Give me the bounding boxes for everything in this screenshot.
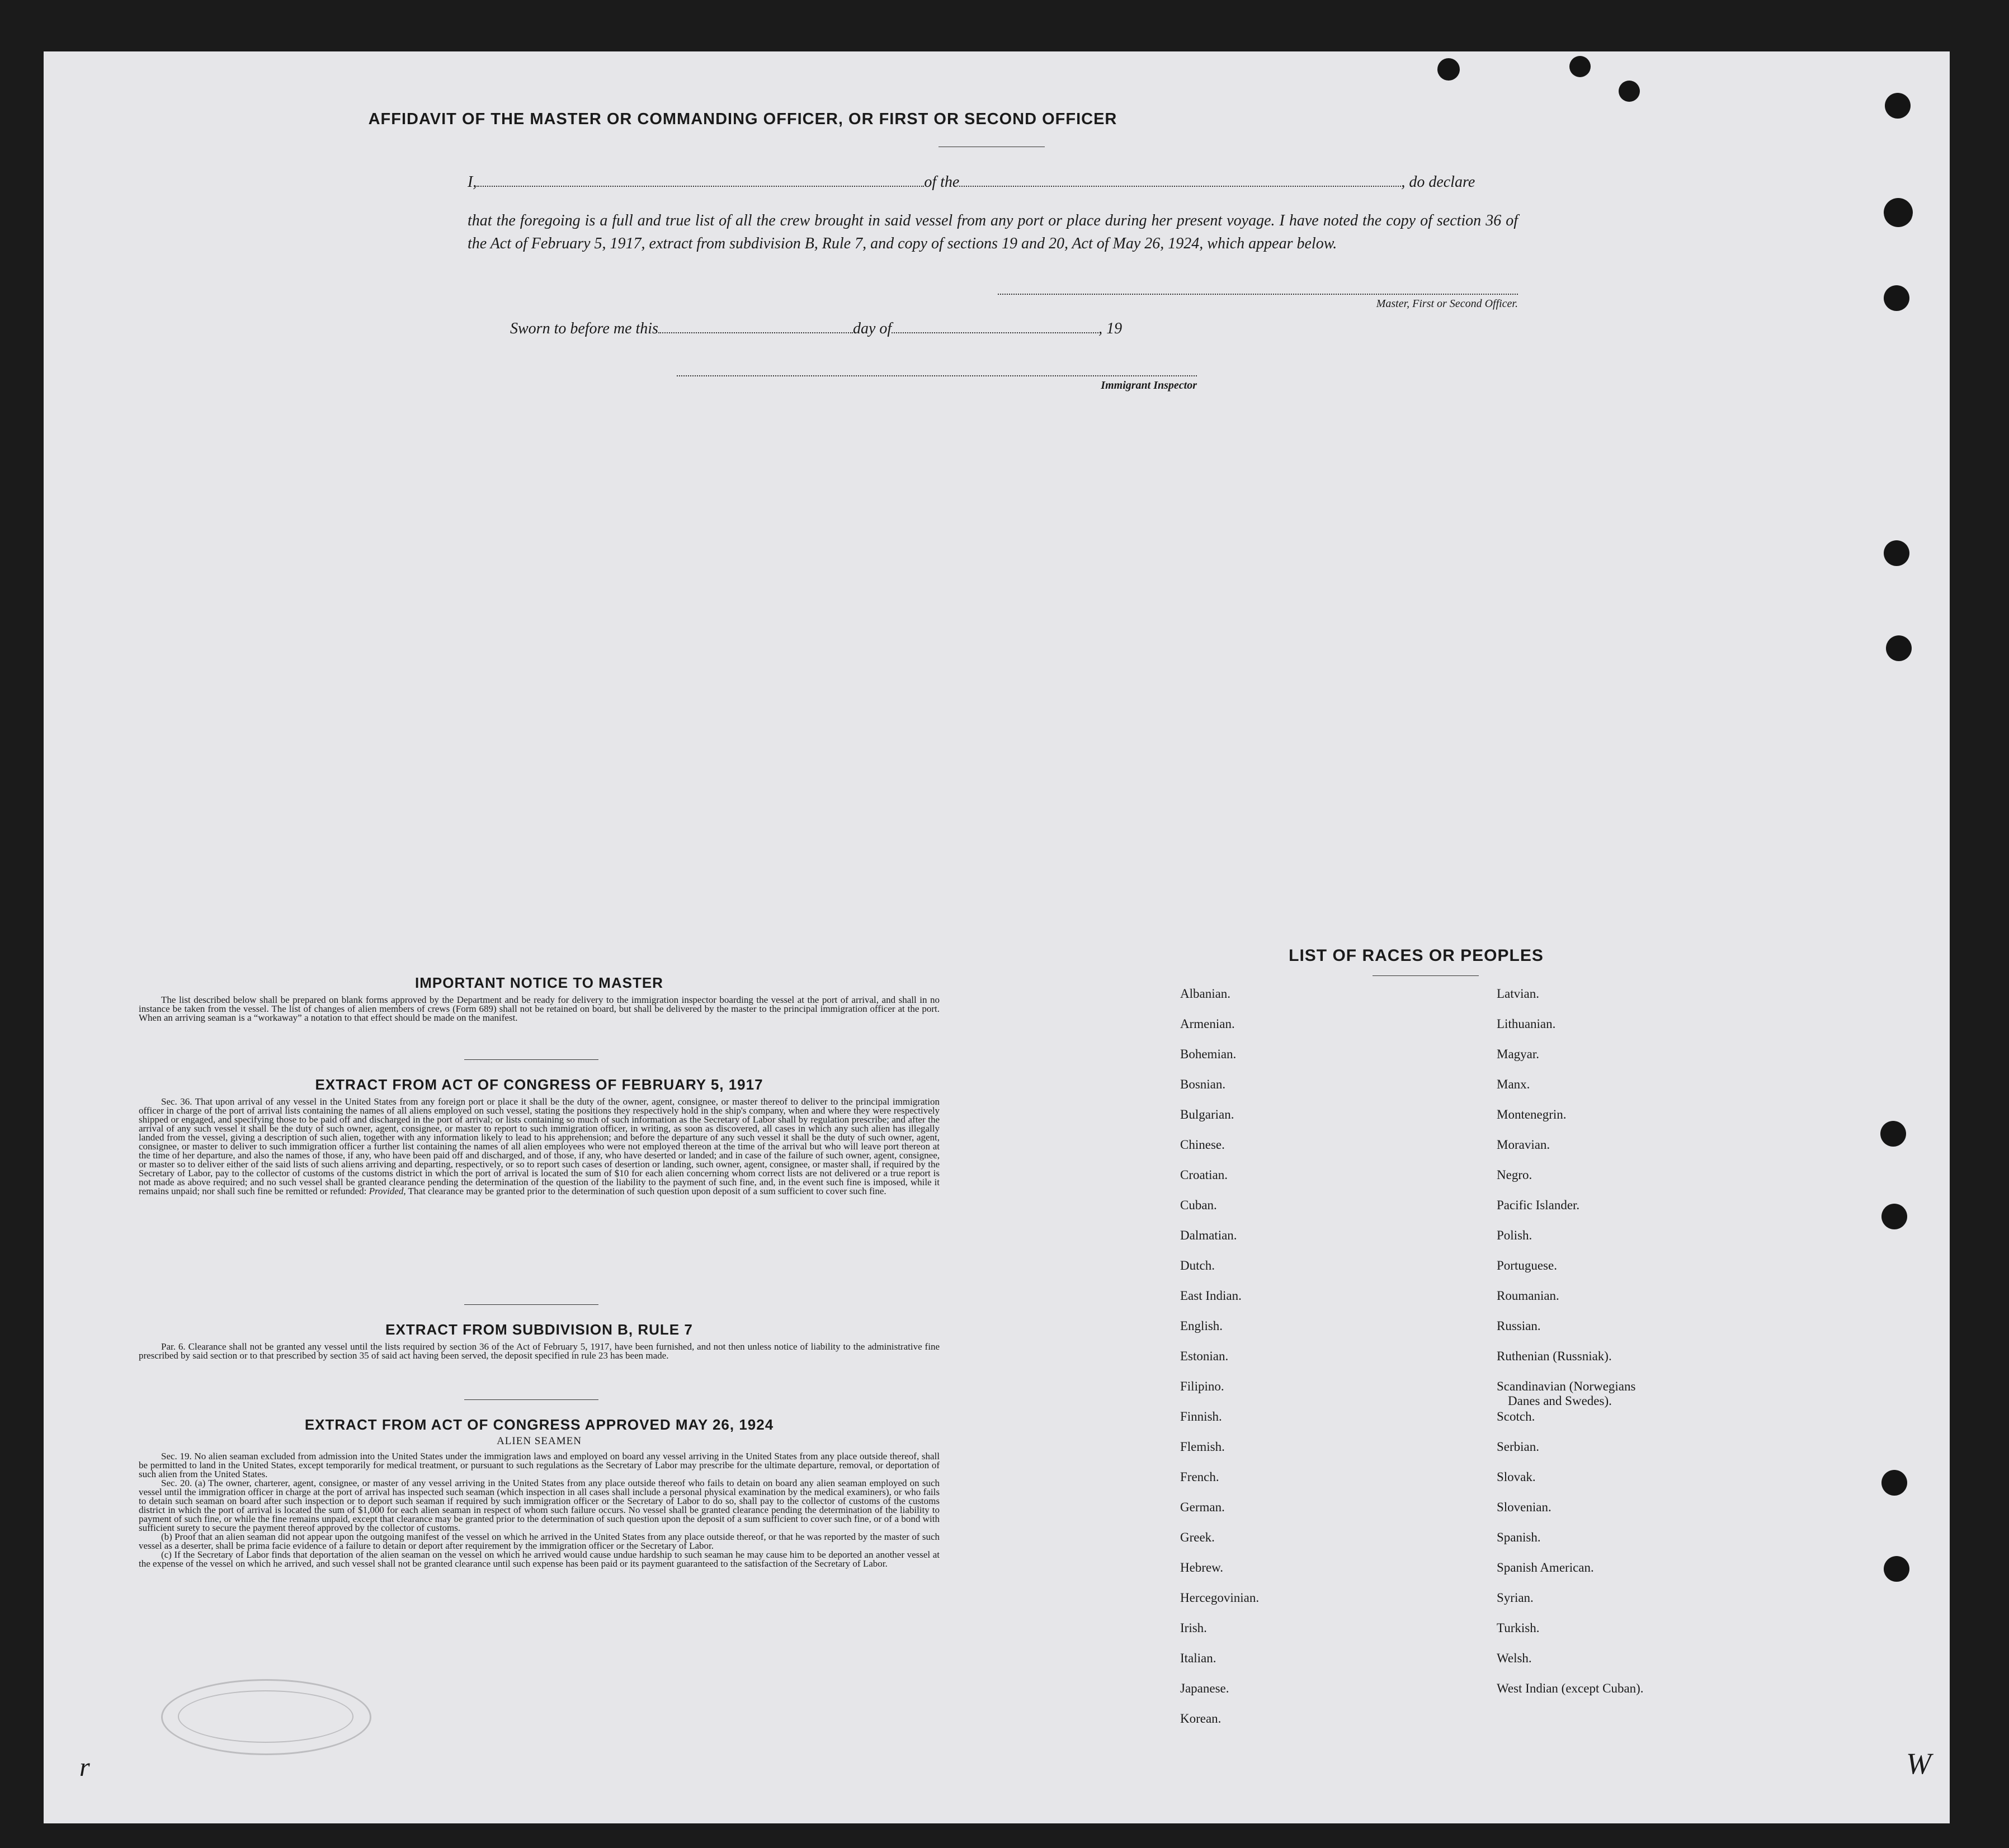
punch-hole [1884, 1556, 1909, 1582]
section-36-end: That clearance may be granted prior to the determination of such question upon deposit of a sum sufficient to cover such fine. [408, 1186, 886, 1196]
declarant-line [468, 173, 1518, 191]
notice-text [139, 996, 940, 1022]
inspector-signature-line[interactable] [677, 375, 1197, 376]
race-right-item: Syrian. [1497, 1591, 1534, 1605]
signature-caption: Master, First or Second Officer. [1376, 298, 1518, 310]
race-right-item: Negro. [1497, 1168, 1532, 1182]
extract-1917-text [139, 1097, 940, 1196]
race-left-item: Hebrew. [1180, 1561, 1224, 1574]
section-divider [464, 1304, 598, 1305]
section-20b [139, 1533, 940, 1550]
alien-seamen-subtitle: ALIEN SEAMEN [497, 1435, 582, 1447]
race-left-item: Croatian. [1180, 1168, 1228, 1182]
race-left-item: Flemish. [1180, 1440, 1225, 1454]
punch-hole [1619, 81, 1640, 102]
race-right-item: Scotch. [1497, 1409, 1535, 1423]
extract-1917-title: EXTRACT FROM ACT OF CONGRESS OF FEBRUARY 5, 1917 [315, 1076, 763, 1093]
section-19-body: Sec. 19. No alien seaman excluded from admission into the United States under the immigration laws and employed on board any vessel arriving in the United States from any place outside thereof, shall be permitted to land in the United States, except temporarily for medical treatment, or pursuant to such regulations as the Secretary of Labor may prescribe for the ultimate departure, removal, or deportation of such alien from the United States. [139, 1451, 940, 1479]
inspector-caption: Immigrant Inspector [1101, 379, 1197, 392]
section-19 [139, 1452, 940, 1479]
race-right-item: Danes and Swedes). [1508, 1394, 1612, 1408]
race-left-item: Bosnian. [1180, 1077, 1226, 1091]
section-divider [464, 1059, 598, 1060]
race-right-item: Spanish. [1497, 1530, 1541, 1544]
race-left-item: Greek. [1180, 1530, 1215, 1544]
race-left-item: Estonian. [1180, 1349, 1229, 1363]
race-right-item: Lithuanian. [1497, 1017, 1556, 1031]
race-right-item: Latvian. [1497, 987, 1539, 1001]
punch-hole [1881, 1470, 1907, 1496]
race-right-item: Montenegrin. [1497, 1107, 1567, 1121]
race-right-item: Welsh. [1497, 1651, 1532, 1665]
section-20b-body: (b) Proof that an alien seaman did not appear upon the outgoing manifest of the vessel on which he arrived in the United States from any place outside thereof, or that he was reported by the master of such vessel as a deserter, shall be prima facie evidence of a failure to detain or deport after requirement by the immigration officer or the Secretary of Labor. [139, 1531, 940, 1551]
race-left-item: Japanese. [1180, 1681, 1229, 1695]
race-right-item: Spanish American. [1497, 1561, 1594, 1574]
signature-line[interactable] [998, 293, 1518, 295]
race-left-item: Albanian. [1180, 987, 1231, 1001]
declare-suffix: , do declare [1401, 173, 1475, 191]
race-right-item: Portuguese. [1497, 1258, 1557, 1272]
extract-1924-title: EXTRACT FROM ACT OF CONGRESS APPROVED MAY 26, 1924 [304, 1416, 774, 1433]
vessel-prefix: of the [924, 173, 960, 191]
par-6-body: Par. 6. Clearance shall not be granted any vessel until the lists required by section 36 of the Act of February 5, 1917, have been furnished, and not then unless notice of liability to the administrative fine prescribed by said section or to that prescribed by section 35 of said act having been served, the deposit specified in rule 23 has been made. [139, 1341, 940, 1361]
punch-hole [1881, 1204, 1907, 1229]
form-page [44, 51, 1950, 1823]
race-right-item: Scandinavian (Norwegians [1497, 1379, 1636, 1393]
race-right-item: Moravian. [1497, 1138, 1550, 1152]
race-left-item: Cuban. [1180, 1198, 1217, 1212]
race-left-item: Finnish. [1180, 1409, 1222, 1423]
section-20a-body: Sec. 20. (a) The owner, charterer, agent, consignee, or master of any vessel arriving in the United States from any place outside thereof who fails to detain on board any alien seaman employed on such vessel until the immigration officer in charge at the port of arrival has inspected such seaman (which inspection in all cases shall include a personal physical examination by the medical examiners), or who fails to detain such seaman on board after such inspection or to deport such seaman if required by such immigration officer or the Secretary of Labor to do so, shall pay to the collector of customs of the customs district in which the port of arrival is located the sum of $1,000 for each alien seaman in respect of whom such failure occurs. No vessel shall be granted clearance pending the determination of the liability to payment of such fine, or while the fine remains unpaid, except that clearance may be granted prior to the determination of such question upon the deposit of a sum sufficient to cover such fine, or of a bond with sufficient surety to secure the payment thereof approved by the collector of customs. [139, 1478, 940, 1533]
race-right-item: Slovenian. [1497, 1500, 1551, 1514]
punch-hole [1885, 93, 1911, 119]
race-right-item: Serbian. [1497, 1440, 1540, 1454]
sworn-line [510, 320, 1122, 338]
race-right-item: Slovak. [1497, 1470, 1536, 1484]
notice-title: IMPORTANT NOTICE TO MASTER [415, 974, 663, 991]
race-right-item: Turkish. [1497, 1621, 1540, 1635]
race-left-item: Bohemian. [1180, 1047, 1237, 1061]
race-left-item: French. [1180, 1470, 1219, 1484]
race-left-item: East Indian. [1180, 1289, 1242, 1303]
punch-hole [1884, 198, 1913, 227]
race-left-item: Armenian. [1180, 1017, 1235, 1031]
corner-mark-left: r [79, 1752, 90, 1782]
provided-term: Provided, [369, 1186, 406, 1196]
sworn-month-field[interactable] [892, 332, 1098, 333]
punch-hole [1884, 285, 1909, 311]
section-divider [464, 1399, 598, 1400]
races-right-column [1497, 987, 1644, 1712]
punch-hole [1569, 56, 1591, 77]
extract-1924-text [139, 1452, 940, 1568]
notice-body: The list described below shall be prepared on blank forms approved by the Department and be ready for delivery to the immigration inspector boarding the vessel at the port of arrival, and shall in no instance be taken from the vessel. The list of changes of alien members of crews (Form 689) shall not be retained on board, but shall be delivered by the master to the principal immigration officer at the port. When an arriving seaman is a “workaway” a notation to that effect should be made on the manifest. [139, 994, 940, 1023]
races-divider [1373, 975, 1479, 976]
race-left-item: Dutch. [1180, 1258, 1215, 1272]
race-left-item: Dalmatian. [1180, 1228, 1237, 1242]
sworn-prefix: Sworn to before me this [510, 320, 658, 337]
declarant-prefix: I, [468, 173, 477, 191]
races-left-column [1180, 987, 1259, 1742]
sworn-day-of: day of [852, 320, 892, 337]
affidavit-statement: that the foregoing is a full and true list of all the crew brought in said vessel from any port or place during her present voyage. I have noted the copy of section 36 of the Act of February 5, 1917, extract from subdivision B, Rule 7, and copy of sections 19 and 20, Act of May 26, 1924, which appear below. [468, 212, 1518, 252]
sworn-day-field[interactable] [658, 332, 853, 333]
extract-rule7-title: EXTRACT FROM SUBDIVISION B, RULE 7 [385, 1321, 693, 1338]
vessel-name-field[interactable] [959, 186, 1401, 187]
race-right-item: Manx. [1497, 1077, 1530, 1091]
section-36-body: Sec. 36. That upon arrival of any vessel in the United States from any foreign port or place it shall be the duty of the owner, agent, consignee, or master thereof to deliver to the principal immigration officer in charge of the port of arrival lists containing the names of all aliens employed on such vessel, stating the positions they respectively hold in the ship's company, when and where they were respectively shipped or engaged, and specifying those to be paid off and discharged in the port of arrival; or lists containing so much of such information as the Secretary of Labor shall by regulation prescribe; and after the arrival of any such vessel it shall be the duty of such owner, agent, consignee, or master to report to such immigration officer, in writing, as soon as discovered, all cases in which any such alien has illegally landed from the vessel, giving a description of such alien, together with any information likely to lead to his apprehension; and before the departure of any such vessel it shall be the duty of such owner, agent, consignee, or master to deliver to such immigration officer a further list containing the names of all alien employees who were not employed thereon at the time of the arrival but who will leave port thereon at the time of her departure, and also the names of those, if any, who have been paid off and discharged, and of those, if any, who have deserted or landed; and in case of the failure of such owner, agent, consignee, or master so to deliver either of the said lists of such aliens arriving and departing, respectively, or so to report such cases of desertion or landing, such owner, agent, consignee, or master shall, if required by the Secretary of Labor, pay to the collector of customs of the customs district in which the port of arrival is located the sum of $10 for each alien concerning whom correct lists are not delivered or a true report is not made as above required; and no such vessel shall be granted clearance pending the determination of the question of the liability to the payment of such fine, and, in the event such fine is imposed, while it remains unpaid; nor shall such fine be remitted or refunded: [139, 1096, 940, 1196]
race-right-item: Magyar. [1497, 1047, 1540, 1061]
section-20c-body: (c) If the Secretary of Labor finds that deportation of the alien seaman on the vessel on which he arrived would cause undue hardship to such seaman he may cause him to be deported an another vessel at the expense of the vessel on which he arrived, and such vessel shall not be granted clearance until such expense has been paid or its payment guaranteed to the satisfaction of the Secretary of Labor. [139, 1549, 940, 1569]
affidavit-title: AFFIDAVIT OF THE MASTER OR COMMANDING OFFICER, OR FIRST OR SECOND OFFICER [368, 110, 1117, 128]
race-left-item: Irish. [1180, 1621, 1207, 1635]
section-20a [139, 1479, 940, 1533]
race-right-item: Russian. [1497, 1319, 1541, 1333]
race-left-item: Filipino. [1180, 1379, 1224, 1393]
race-left-item: German. [1180, 1500, 1225, 1514]
race-left-item: Italian. [1180, 1651, 1216, 1665]
extract-rule7-text [139, 1342, 940, 1360]
race-right-item: Pacific Islander. [1497, 1198, 1580, 1212]
sworn-year-prefix: , 19 [1098, 320, 1123, 337]
corner-mark-right: W [1906, 1747, 1931, 1780]
race-left-item: Chinese. [1180, 1138, 1225, 1152]
punch-hole [1437, 58, 1460, 81]
race-left-item: English. [1180, 1319, 1223, 1333]
race-left-item: Korean. [1180, 1712, 1222, 1726]
races-title: LIST OF RACES OR PEOPLES [1289, 946, 1544, 965]
race-right-item: West Indian (except Cuban). [1497, 1681, 1644, 1695]
faded-stamp-inner [178, 1690, 353, 1743]
race-left-item: Hercegovinian. [1180, 1591, 1260, 1605]
declarant-name-field[interactable] [477, 186, 924, 187]
race-right-item: Ruthenian (Russniak). [1497, 1349, 1612, 1363]
punch-hole [1886, 635, 1912, 661]
race-right-item: Polish. [1497, 1228, 1532, 1242]
punch-hole [1884, 540, 1909, 566]
section-20c [139, 1550, 940, 1568]
punch-hole [1880, 1121, 1906, 1147]
race-left-item: Bulgarian. [1180, 1107, 1234, 1121]
race-right-item: Roumanian. [1497, 1289, 1559, 1303]
